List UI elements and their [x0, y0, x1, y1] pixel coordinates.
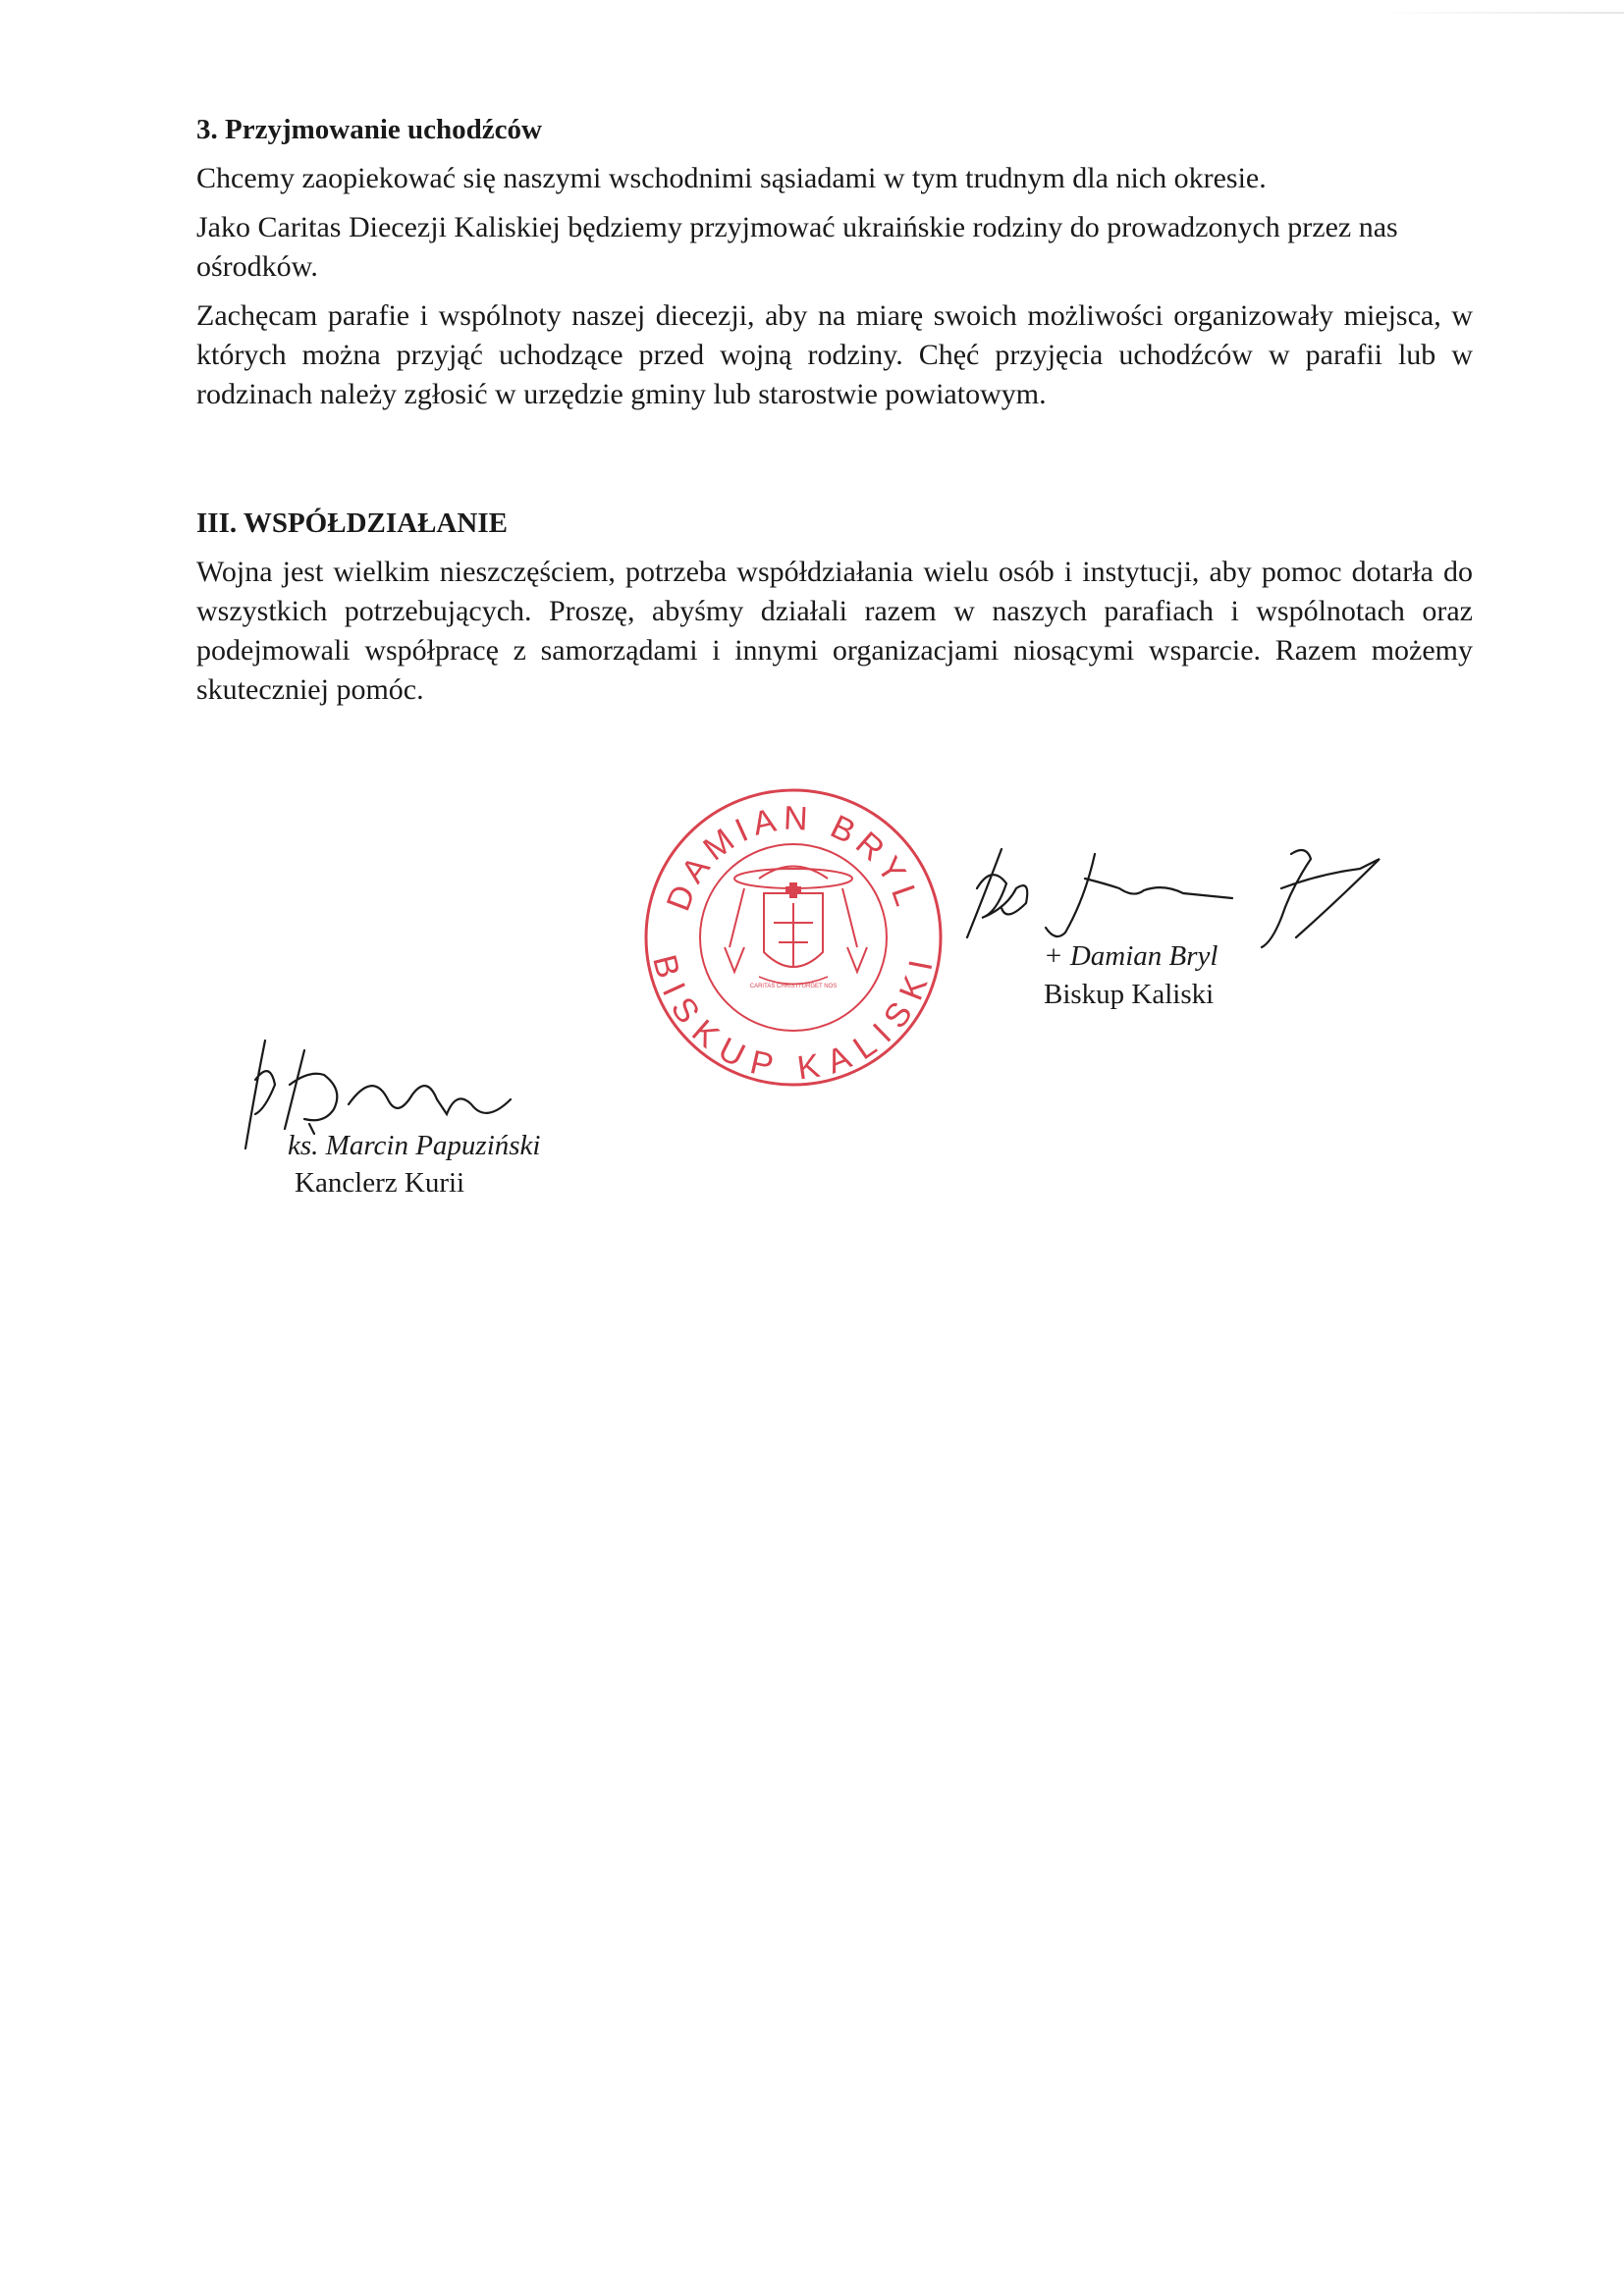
section-3-paragraph-2: Jako Caritas Diecezji Kaliskiej będziemy przyjmować ukraińskie rodziny do prowadzonych przez nas ośrodków.	[196, 211, 1398, 283]
section-III-paragraph: Wojna jest wielkim nieszczęściem, potrzeba współdziałania wielu osób i instytucji, aby pomoc dotarła do wszystkich potrzebujących. Proszę, abyśmy działali razem w naszych parafiach i wspólnotach oraz podejmowali współpracę z samorządami i innymi organizacjami niosącymi wsparcie. Razem możemy skuteczniej pomóc.	[196, 556, 1473, 706]
seal-bottom-text: BISKUP KALISKI	[645, 950, 942, 1088]
scan-artifact-line	[1375, 12, 1624, 14]
chancellor-title: Kanclerz Kurii	[295, 1167, 465, 1199]
bishop-title: Biskup Kaliski	[1044, 979, 1215, 1010]
bishop-seal-stamp	[636, 780, 950, 1095]
section-3	[196, 110, 1473, 424]
section-3-paragraph-3: Zachęcam parafie i wspólnoty naszej diecezji, aby na miarę swoich możliwości organizowały miejsca, w których można przyjąć uchodzące przed wojną rodziny. Chęć przyjęcia uchodźców w parafii lub w rodzinach należy zgłosić w urzędzie gminy lub starostwie powiatowym.	[196, 299, 1473, 410]
red-cross-icon	[785, 882, 801, 898]
svg-text:BISKUP KALISKI	[645, 951, 942, 1088]
section-3-heading: 3. Przyjmowanie uchodźców	[196, 114, 542, 145]
chancellor-name: ks. Marcin Papuziński	[288, 1130, 541, 1161]
section-3-paragraph-1: Chcemy zaopiekować się naszymi wschodnimi sąsiadami w tym trudnym dla nich okresie.	[196, 162, 1267, 194]
bishop-name: + Damian Bryl	[1044, 940, 1218, 972]
svg-text:DAMIAN BRYL	[660, 800, 928, 917]
section-III-heading: III. WSPÓŁDZIAŁANIE	[196, 507, 508, 539]
seal-motto: CARITAS CHRISTI URGET NOS	[749, 984, 838, 989]
seal-top-text: DAMIAN BRYL	[659, 799, 928, 917]
section-III	[196, 504, 1473, 720]
